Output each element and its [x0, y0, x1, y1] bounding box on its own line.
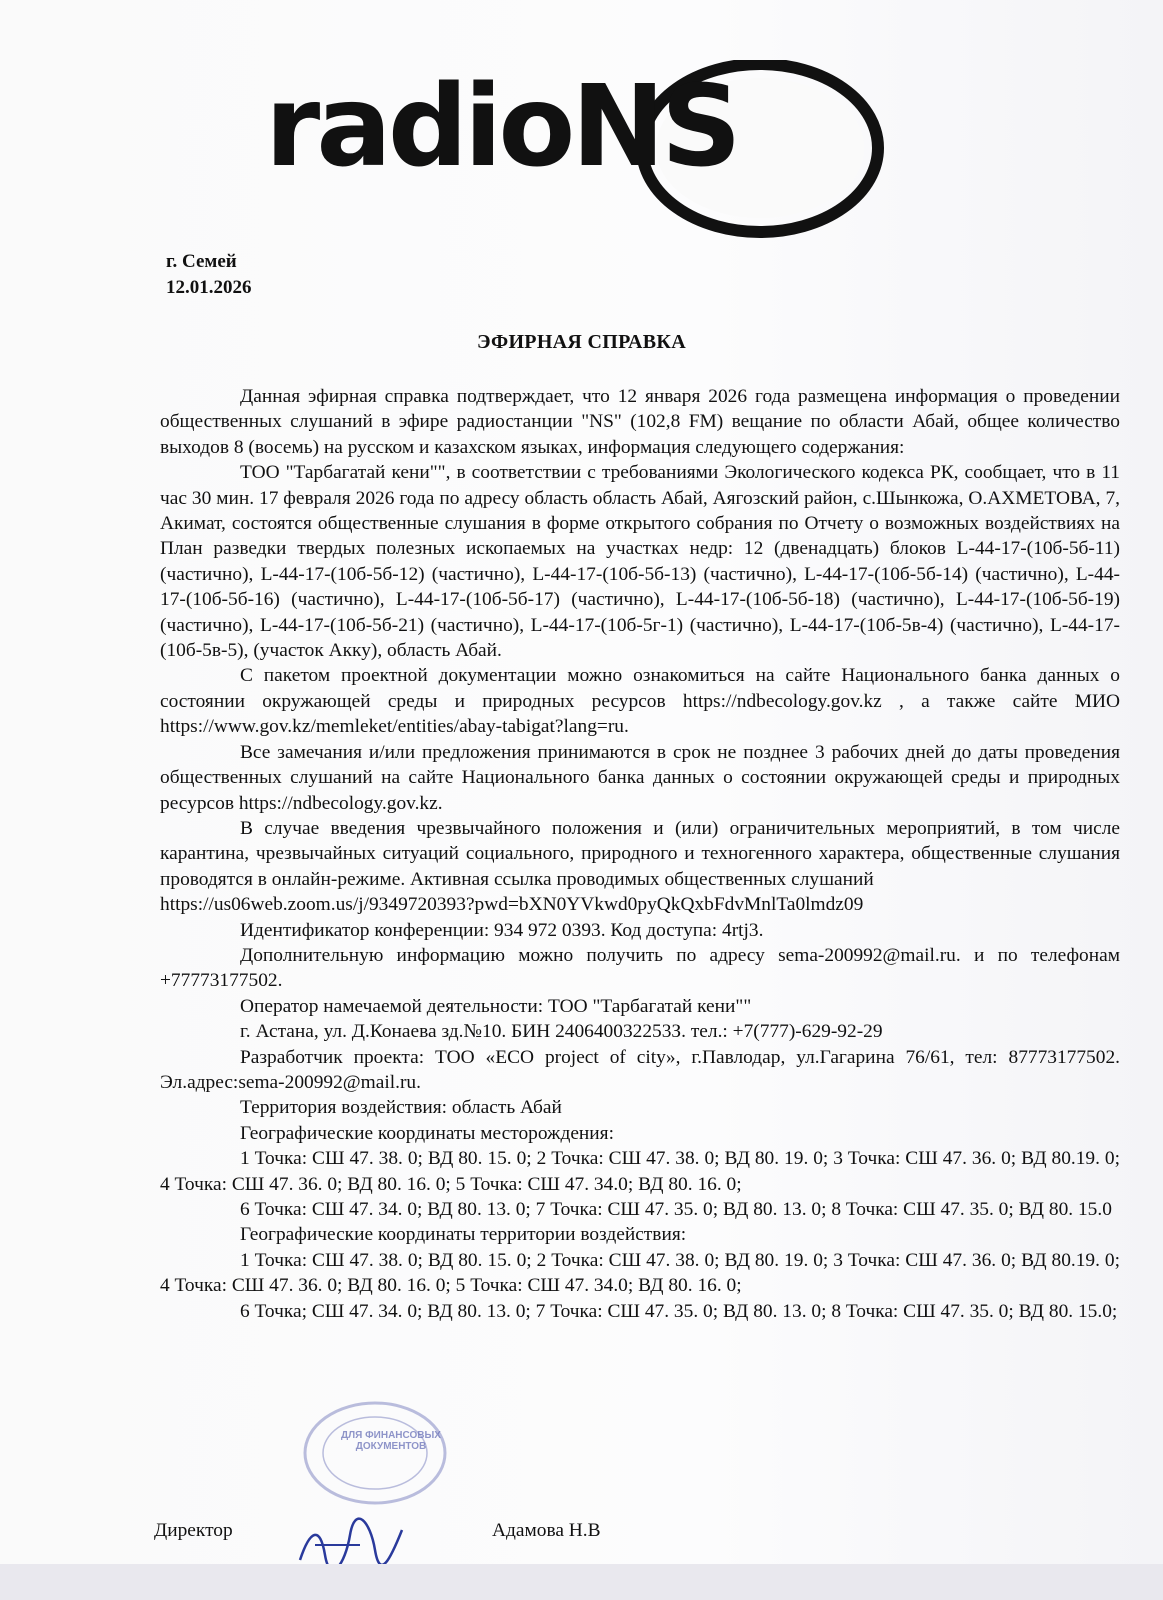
- paragraph-contact: Дополнительную информацию можно получить по адресу sema-200992@mail.ru. и по телефонам +77773177502.: [160, 944, 1120, 992]
- paragraph-intro: Данная эфирная справка подтверждает, что 12 января 2026 года размещена информация о проведении общественных слушаний в эфире радиостанции "NS" (102,8 FM) вещание по области Абай, общее количество выходов 8 (восемь) на русском и казахском языках, информация следующего содержания:: [160, 386, 1120, 458]
- stamp-icon: [300, 1398, 450, 1508]
- radio-ns-logo: [265, 60, 900, 240]
- paragraph-announcement: ТОО "Тарбагатай кени"", в соответствии с требованиями Экологического кодекса РК, сообщает, что в 11 час 30 мин. 17 февраля 2026 года по адресу область область Абай, Аягозский район, с.Шынкожа, О.АХМЕТОВА, 7, Акимат, состоятся общественные слушания в форме открытого собрания по Отчету о возможных воздействиях на План разведки твердых полезных ископаемых на участках недр: 12 (двенадцать) блоков L-44-17-(10б-5б-11) (частично), L-44-17-(10б-5б-12) (частично), L-44-17-(10б-5б-13) (частично), L-44-17-(10б-5б-14) (частично), L-44-17-(10б-5б-16) (частично), L-44-17-(10б-5б-17) (частично), L-44-17-(10б-5б-18) (частично), L-44-17-(10б-5б-19) (частично), L-44-17-(10б-5б-21) (частично), L-44-17-(10б-5г-1) (частично), L-44-17-(10б-5в-4) (частично), L-44-17-(10б-5в-5), (участок Акку), область Абай.: [160, 462, 1120, 662]
- geo-deposit-line-2: 6 Точка: СШ 47. 34. 0; ВД 80. 13. 0; 7 Точка: СШ 47. 35. 0; ВД 80. 13. 0; 8 Точка: СШ 47. 35. 0; ВД 80. 15.0: [240, 1199, 1112, 1220]
- operator-address: г. Астана, ул. Д.Конаева зд.№10. БИН 240640032253З. тел.: +7(777)-629-92-29: [240, 1021, 883, 1043]
- geo-territory-line-2: 6 Точка; СШ 47. 34. 0; ВД 80. 13. 0; 7 Точка: СШ 47. 35. 0; ВД 80. 13. 0; 8 Точка: СШ 47. 35. 0; ВД 80. 15.0;: [240, 1300, 1118, 1322]
- signature-name: Адамова Н.В: [492, 1520, 601, 1541]
- logo-text: radioNS: [265, 62, 738, 192]
- developer: Разработчик проекта: ТОО «ECO project of city», г.Павлодар, ул.Гагарина 76/61, тел: 87773177502. Эл.адрес:sema-200992@mail.ru.: [160, 1046, 1120, 1093]
- header-date: 12.01.2026: [166, 277, 252, 298]
- geo-territory-heading: Географические координаты территории воздействия:: [240, 1224, 687, 1246]
- page-bottom-edge: [0, 1564, 1163, 1600]
- geo-deposit-line-1: 1 Точка: СШ 47. 38. 0; ВД 80. 15. 0; 2 Точка: СШ 47. 38. 0; ВД 80. 19. 0; 3 Точка: СШ 47. 36. 0; ВД 80.19. 0; 4 Точка: СШ 47. 36. 0; ВД 80. 16. 0; 5 Точка: СШ 47. 34.0; ВД 80. 16. 0;: [160, 1148, 1120, 1195]
- operator: Оператор намечаемой деятельности: ТОО "Тарбагатай кени"": [240, 995, 752, 1017]
- header-city: г. Семей: [166, 251, 237, 272]
- paragraph-documentation: С пакетом проектной документации можно ознакомиться на сайте Национального банка данных о состоянии окружающей среды и природных ресурсов https://ndbecology.gov.kz , а также сайте МИО https://www.gov.kz/memleket/entities/abay-tabigat?lang=ru.: [160, 665, 1120, 738]
- zoom-link[interactable]: https://us06web.zoom.us/j/9349720393?pwd=bXN0YVkwd0pyQkQxbFdvMnlTa0lmdz09: [160, 894, 864, 916]
- conference-id: Идентификатор конференции: 934 972 0393. Код доступа: 4rtj3.: [240, 919, 764, 941]
- paragraph-comments: Все замечания и/или предложения принимаются в срок не позднее 3 рабочих дней до даты проведения общественных слушаний на сайте Национального банка данных о состоянии окружающей среды и природных ресурсов https://ndbecology.gov.kz.: [160, 741, 1120, 814]
- document-body: [160, 384, 1120, 1324]
- geo-territory-line-1: 1 Точка: СШ 47. 38. 0; ВД 80. 15. 0; 2 Точка: СШ 47. 38. 0; ВД 80. 19. 0; 3 Точка: СШ 47. 36. 0; ВД 80.19. 0; 4 Точка: СШ 47. 36. 0; ВД 80. 16. 0; 5 Точка: СШ 47. 34.0; ВД 80. 16. 0;: [160, 1249, 1120, 1297]
- territory: Территория воздействия: область Абай: [240, 1097, 562, 1119]
- page-title: ЭФИРНАЯ СПРАВКА: [477, 331, 686, 353]
- stamp-text: ДЛЯ ФИНАНСОВЫХ ДОКУМЕНТОВ: [341, 1430, 441, 1452]
- signature-role: Директор: [154, 1520, 233, 1541]
- geo-deposit-heading: Географические координаты месторождения:: [240, 1122, 614, 1144]
- paragraph-online-mode: В случае введения чрезвычайного положения и (или) ограничительных мероприятий, в том числе карантина, чрезвычайных ситуаций социального, природного и техногенного характера, общественные слушания проводятся в онлайн-режиме. Активная ссылка проводимых общественных слушаний: [160, 817, 1120, 890]
